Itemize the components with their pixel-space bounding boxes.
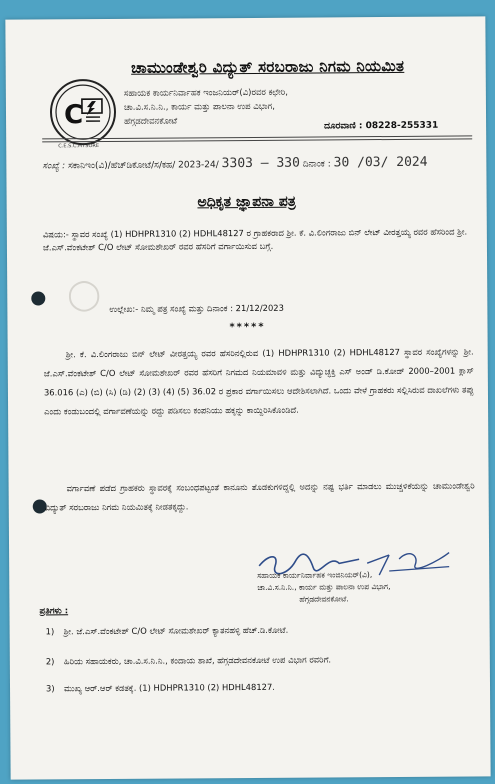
logo-caption: C.E.S.C.MYSORE: [58, 143, 100, 150]
copy-text: ಹಿರಿಯ ಸಹಾಯಕರು, ಚಾ.ವಿ.ಸ.ನಿ.ನಿ., ಕಂದಾಯ ಶಾಖೆ, ಹೆಗ್ಗಡದೇವನಕೋಟೆ ಉಪ ವಿಭಾಗ ರವರಿಗೆ.: [63, 654, 332, 667]
body-paragraph-1: ಶ್ರೀ. ಕೆ. ವಿ.ಲಿಂಗರಾಜು ಬಿನ್ ಲೇಟ್ ವೀರತ್ತಯ್ಯ ರವರ ಹೆಸರಿನಲ್ಲಿರುವ (1) HDHPR1310 (2) HDHL48127 ಸ್ಥಾವರ ಸಂಖ್ಯೆಗಳನ್ನು ಶ್ರೀ. ಜೆ.ಎಸ್.ವೆಂಕಟೇಶ್ C/O ಲೇಟ್ ಸೋಮಶೇಖರ್ ರವರ ಹೆಸರಿಗೆ ನಿಗಮದ ನಿಯಮಾವಳಿ ಮತ್ತು ವಿದ್ಯುಚ್ಛಕ್ತಿ ಎಸ್ ಅಂಡ್ ಡಿ.ಕೋಡ್ 2000–2001 ಕ್ಲಾಸ್ 36.016 (ಎ) (ಬಿ) (ಸಿ) (ಡಿ) (2) (3) (4) (5) 36.02 ರ ಪ್ರಕಾರ ವರ್ಗಾಯಿಸಲು ಆದೇಶಿಸಲಾಗಿದೆ. ಒಂದು ವೇಳೆ ಗ್ರಾಹಕರು ಸಲ್ಲಿಸಿರುವ ದಾಖಲೆಗಳು ತಪ್ಪು ಎಂದು ಕಂಡುಬಂದಲ್ಲಿ ವರ್ಗಾವಣೆಯನ್ನು ರದ್ದು ಪಡಿಸಲು ಕಂಪನಿಯು ಹಕ್ಕನ್ನು ಕಾಯ್ದಿರಿಸಿಕೊಂಡಿದೆ.: [43, 346, 474, 417]
signatory-line-1: ಸಹಾಯಕ ಕಾರ್ಯನಿರ್ವಾಹಕ ಇಂಜಿನಿಯರ್(ವಿ),: [257, 570, 373, 580]
office-line-3: ಹೆಗ್ಗಡದೇವನಕೋಟೆ: [124, 116, 178, 127]
handwritten-date: 30 /03/ 2024: [333, 154, 428, 171]
phone-value: 08228-255331: [365, 120, 439, 132]
copies-label: ಪ್ರತಿಗಳು :: [39, 606, 69, 617]
copy-text: ಮುಖ್ಯ ಆರ್.ಆರ್ ಕಡತಕ್ಕೆ. (1) HDHPR1310 (2) HDHL48127.: [63, 681, 275, 694]
phone-label: ದೂರವಾಣಿ :: [324, 121, 363, 132]
document-page: [5, 16, 490, 779]
copy-item: [46, 654, 331, 667]
copy-item: [46, 625, 289, 638]
signatory-line-3: ಹೆಗ್ಗಡದೇವನಕೋಟೆ.: [299, 594, 349, 604]
subject-label: ವಿಷಯ:-: [42, 229, 69, 240]
subject-text: ಸ್ಥಾವರ ಸಂಖ್ಯೆ (1) HDHPR1310 (2) HDHL48127 ರ ಗ್ರಾಹಕರಾದ ಶ್ರೀ. ಕೆ. ವಿ.ಲಿಂಗರಾಜು ಬಿನ್ ಲೇಟ್ ವೀರತ್ತಯ್ಯ ರವರ ಹೆಸರಿಂದ ಶ್ರೀ. ಜೆ.ಎಸ್.ವೆಂಕಟೇಶ್ C/O ಲೇಟ್ ಸೋಮಶೇಖರ್ ರವರ ಹೆಸರಿಗೆ ವರ್ಗಾಯಿಸುವ ಬಗ್ಗೆ.: [42, 226, 468, 253]
copy-item: [46, 682, 275, 695]
reference-line-label: ಉಲ್ಲೇಖ:-: [109, 303, 139, 314]
office-line-1: ಸಹಾಯಕ ಕಾರ್ಯನಿರ್ವಾಹಕ ಇಂಜನಿಯರ್(ವಿ)ರವರ ಕಛೇರಿ,: [123, 87, 288, 99]
body-paragraph-2: ವರ್ಗಾವಣೆ ಪಡೆದ ಗ್ರಾಹಕರು ಸ್ಥಾವರಕ್ಕೆ ಸಂಬಂಧಪಟ್ಟಂತೆ ಕಾನೂನು ತೊಡಕುಗಳಿದ್ದಲ್ಲಿ ಅದನ್ನು ನಷ್ಟ ಭರ್ತಿ ಮಾಡಲು ಮುಚ್ಚಳಿಕೆಯನ್ನು ಚಾಮುಂಡೇಶ್ವರಿ ವಿದ್ಯುತ್ ಸರಬರಾಜು ನಿಗಮ ನಿಯಮಿತಕ್ಕೆ ನೀಡತಕ್ಕದ್ದು.: [44, 480, 475, 513]
signatory-line-2: ಚಾ.ವಿ.ಸ.ನಿ.ನಿ., ಕಾರ್ಯ ಮತ್ತು ಪಾಲನಾ ಉಪ ವಿಭಾಗ,: [257, 582, 391, 592]
reference-line: [42, 155, 427, 173]
subject: [43, 225, 473, 254]
copy-number: 1): [45, 626, 55, 637]
page-title: ಅಧಿಕೃತ ಜ್ಞಾಪನಾ ಪತ್ರ: [197, 193, 296, 211]
phone-number: [324, 121, 438, 132]
reference-line-text: ನಿಮ್ಮ ಪತ್ರ ಸಂಖ್ಯೆ ಮತ್ತು ದಿನಾಂಕ : 21/12/2023: [140, 302, 284, 314]
office-line-2: ಚಾ.ವಿ.ಸ.ನಿ.ನಿ., ಕಾರ್ಯ ಮತ್ತು ಪಾಲನಾ ಉಪ ವಿಭಾಗ,: [123, 101, 275, 113]
faded-bleedthrough-logo: ◯: [67, 277, 101, 313]
reference-number: ಸಕಾನಿಇಂ(ವಿ)/ಹೆಚ್‌ಡಿಕೋಟೆ/ಸ/ಕಹ/ 2023-24/: [68, 160, 219, 172]
separator-stars: *****: [229, 321, 266, 334]
organization-name: ಚಾಮುಂಡೇಶ್ವರಿ ವಿದ್ಯುತ್ ಸರಬರಾಜು ನಿಗಮ ನಿಯಮಿತ: [131, 56, 405, 77]
handwritten-number: 3303 – 330: [221, 155, 300, 172]
copy-text: ಶ್ರೀ. ಜೆ.ಎಸ್.ವೆಂಕಟೇಶ್ C/O ಲೇಟ್ ಸೋಮಶೇಖರ್ ಕ್ಯಾತನಹಳ್ಳಿ ಹೆಚ್.ಡಿ.ಕೋಟೆ.: [63, 624, 289, 637]
copy-number: 3): [45, 683, 55, 694]
reference: [109, 303, 284, 315]
cesc-logo: [50, 79, 116, 145]
punch-hole: [31, 291, 45, 305]
copy-number: 2): [45, 656, 55, 667]
reference-label: ಸಂಖ್ಯೆ :: [42, 161, 66, 172]
date-label: ದಿನಾಂಕ :: [302, 159, 331, 170]
svg-text:C: C: [63, 100, 84, 131]
